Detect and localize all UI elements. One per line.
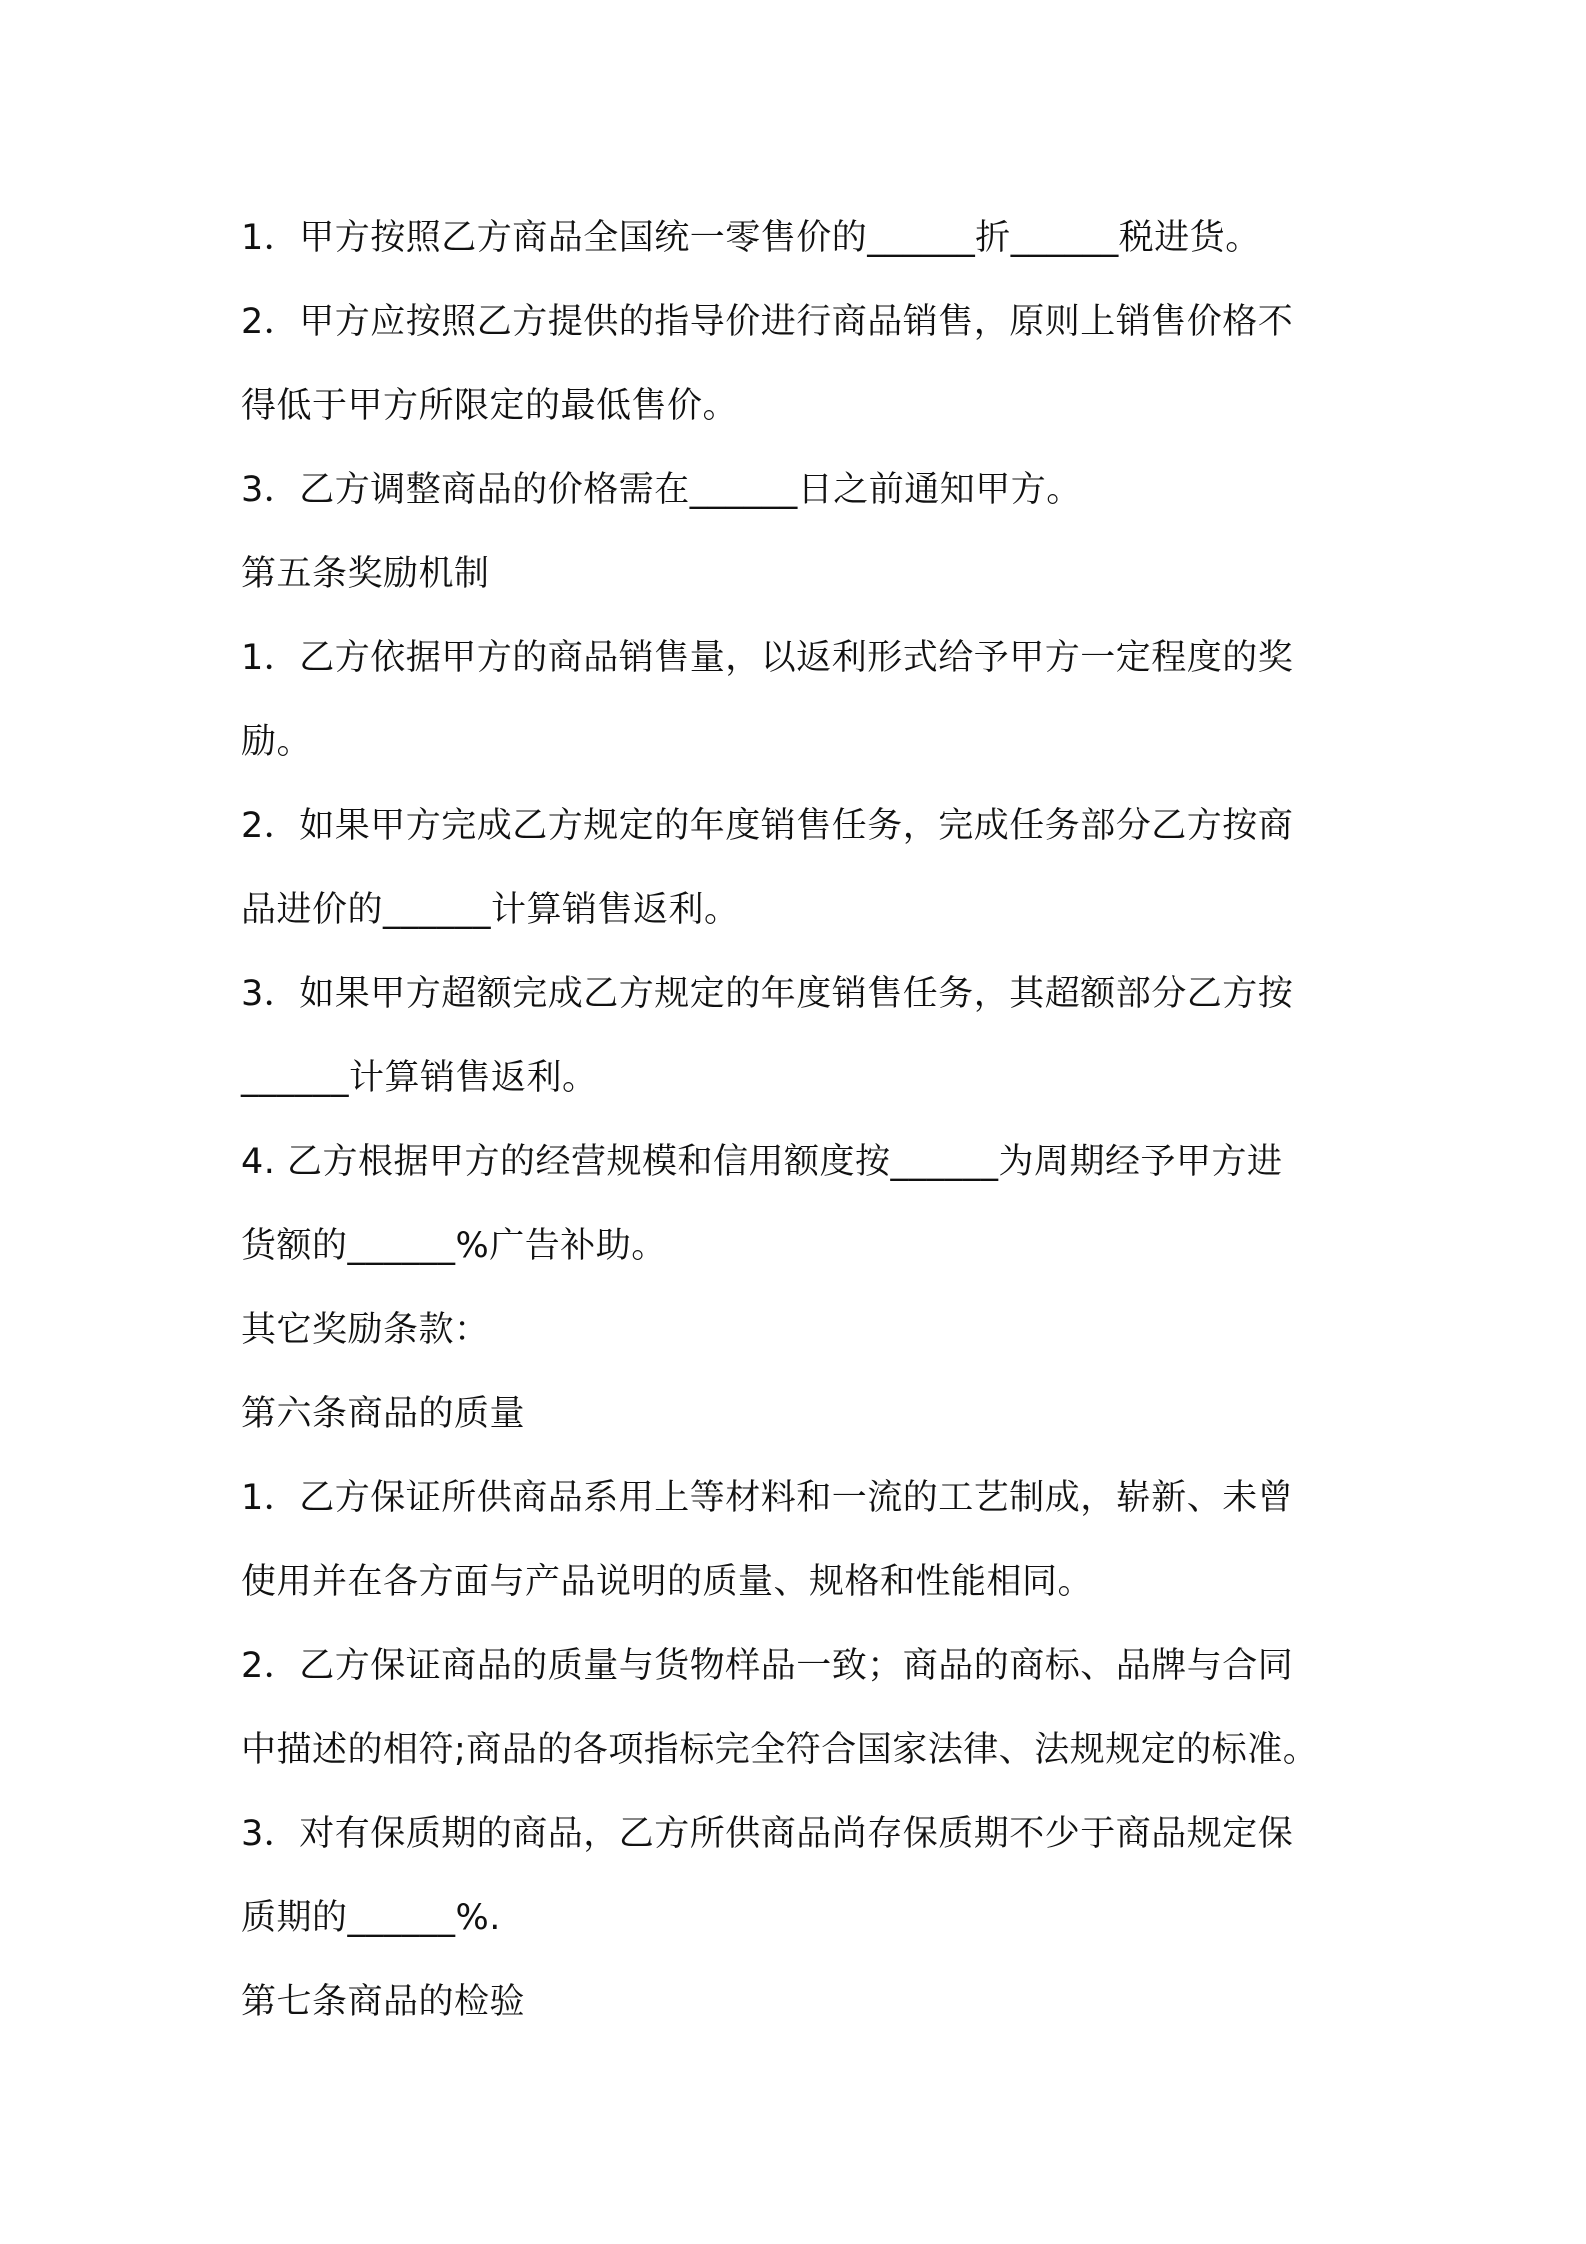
section-heading-article-5: 第五条奖励机制 (241, 554, 490, 594)
document-body (241, 196, 1361, 2044)
clause-4-item-2-continued: 得低于甲方所限定的最低售价。 (241, 386, 739, 426)
section-heading-article-6: 第六条商品的质量 (241, 1394, 526, 1434)
clause-6-item-3: 3．对有保质期的商品，乙方所供商品尚存保质期不少于商品规定保 (241, 1814, 1294, 1854)
section-heading-article-7: 第七条商品的检验 (241, 1982, 526, 2022)
clause-5-item-3-continued: ______计算销售返利。 (241, 1058, 598, 1098)
clause-6-item-1: 1．乙方保证所供商品系用上等材料和一流的工艺制成，崭新、未曾 (241, 1478, 1294, 1518)
clause-5-item-4-continued: 货额的______%广告补助。 (241, 1226, 667, 1266)
clause-6-item-1-continued: 使用并在各方面与产品说明的质量、规格和性能相同。 (241, 1562, 1094, 1602)
clause-5-item-4: 4. 乙方根据甲方的经营规模和信用额度按______为周期经予甲方进 (241, 1142, 1283, 1182)
clause-4-item-3: 3．乙方调整商品的价格需在______日之前通知甲方。 (241, 470, 1082, 510)
clause-4-item-2: 2．甲方应按照乙方提供的指导价进行商品销售，原则上销售价格不 (241, 302, 1294, 342)
other-reward-terms: 其它奖励条款： (241, 1310, 490, 1350)
clause-5-item-1: 1．乙方依据甲方的商品销售量，以返利形式给予甲方一定程度的奖 (241, 638, 1294, 678)
clause-5-item-2-continued: 品进价的______计算销售返利。 (241, 890, 740, 930)
clause-4-item-1: 1．甲方按照乙方商品全国统一零售价的______折______税进货。 (241, 218, 1261, 258)
clause-5-item-1-continued: 励。 (241, 722, 313, 762)
clause-6-item-2: 2．乙方保证商品的质量与货物样品一致；商品的商标、品牌与合同 (241, 1646, 1294, 1686)
clause-5-item-3: 3．如果甲方超额完成乙方规定的年度销售任务，其超额部分乙方按 (241, 974, 1294, 1014)
clause-5-item-2: 2．如果甲方完成乙方规定的年度销售任务，完成任务部分乙方按商 (241, 806, 1294, 846)
clause-6-item-2-continued: 中描述的相符;商品的各项指标完全符合国家法律、法规规定的标准。 (241, 1730, 1319, 1770)
clause-6-item-3-continued: 质期的______%. (241, 1898, 501, 1938)
